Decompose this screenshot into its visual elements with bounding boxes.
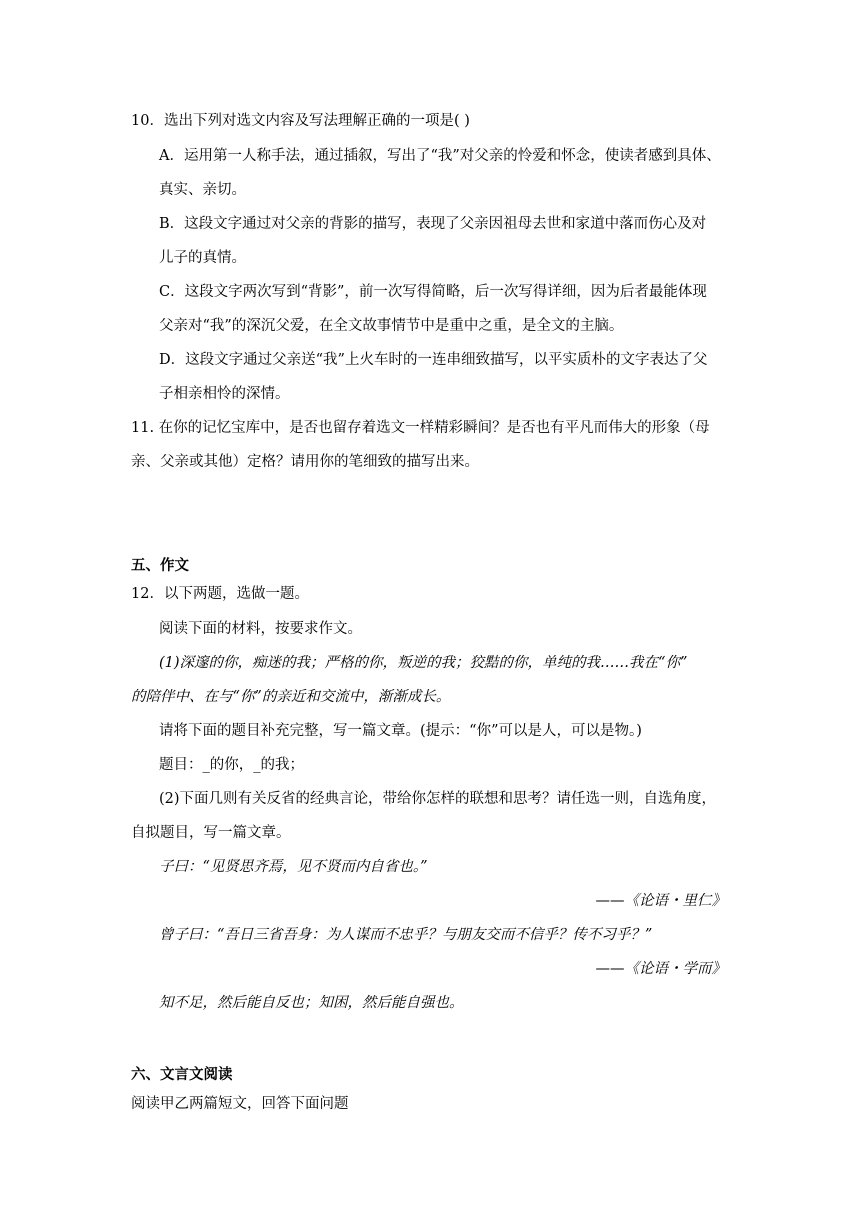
quote-1: 子曰：“见贤思齐焉，见不贤而内自省也。” [159,859,428,875]
q10-stem: 10．选出下列对选文内容及写法理解正确的一项是( ) [131,113,470,129]
essay-prompt-1-line1: (1)深邃的你，痴迷的我；严格的你，叛逆的我；狡黠的你，单纯的我……我在“你” [159,655,688,671]
q12-stem: 12．以下两题，选做一题。 [131,586,309,602]
q10-option-d-line2: 子相亲相怜的深情。 [159,386,290,402]
q10-option-c-line1: C．这段文字两次写到“背影”，前一次写得简略，后一次写得详细，因为后者最能体现 [159,284,707,300]
essay-prompt-2-line1: (2)下面几则有关反省的经典言论，带给你怎样的联想和思考？请任选一则，自选角度， [159,791,717,807]
section-6-intro: 阅读甲乙两篇短文，回答下面问题 [131,1096,349,1112]
essay-prompt-1-title: 题目：_的你，_的我； [159,757,304,773]
quote-2-source: ——《论语・学而》 [595,961,726,977]
section-5-title: 五、作文 [131,558,189,574]
q11-line2: 亲、父亲或其他）定格？请用你的笔细致的描写出来。 [131,454,479,470]
q10-option-b-line1: B．这段文字通过对父亲的背影的描写，表现了父亲因祖母去世和家道中落而伤心及对 [159,216,707,232]
q11-line1: 11. 在你的记忆宝库中，是否也留存着选文一样精彩瞬间？是否也有平凡而伟大的形象（母 [131,420,710,436]
q10-option-a-line1: A．运用第一人称手法，通过插叙，写出了“我”对父亲的怜爱和怀念，使读者感到具体、 [159,148,721,164]
section-6-title: 六、文言文阅读 [131,1067,233,1083]
essay-prompt-2-line2: 自拟题目，写一篇文章。 [131,825,291,841]
quote-2: 曾子曰：“吾日三省吾身：为人谋而不忠乎？与朋友交而不信乎？传不习乎？” [159,927,653,943]
q10-option-c-line2: 父亲对“我”的深沉父爱，在全文故事情节中是重中之重，是全文的主脑。 [159,318,624,334]
essay-prompt-1-requirement: 请将下面的题目补充完整，写一篇文章。(提示：“你”可以是人，可以是物。) [159,723,642,739]
quote-1-source: ——《论语・里仁》 [595,893,726,909]
q10-option-a-line2: 真实、亲切。 [159,182,246,198]
q10-option-b-line2: 儿子的真情。 [159,250,246,266]
quote-3: 知不足，然后能自反也；知困，然后能自强也。 [159,995,464,1011]
q10-option-d-line1: D．这段文字通过父亲送“我”上火车时的一连串细致描写，以平实质朴的文字表达了父 [159,352,708,368]
essay-intro: 阅读下面的材料，按要求作文。 [159,621,362,637]
essay-prompt-1-line2: 的陪伴中、在与“你”的亲近和交流中，渐渐成长。 [131,689,451,705]
